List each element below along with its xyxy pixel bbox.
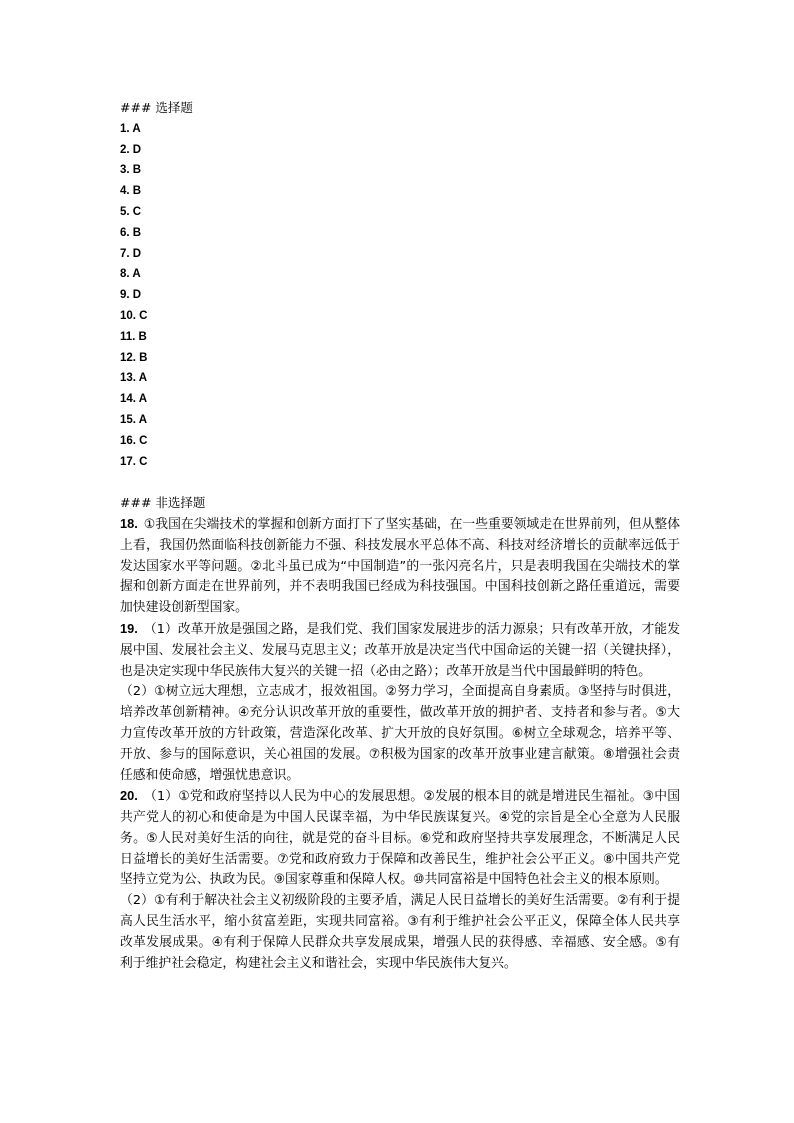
answer-item: 6. B	[120, 226, 142, 239]
question-number: 18.	[120, 515, 138, 531]
question-19-part1	[120, 619, 680, 682]
answer-item: 13. A	[120, 372, 148, 385]
question-number: 20.	[120, 788, 138, 804]
answer-item: 10. C	[120, 309, 148, 322]
answer-item: 3. B	[120, 164, 142, 177]
answer-item: 11. B	[120, 330, 147, 343]
question-20-part2: （2）①有利于解决社会主义初级阶段的主要矛盾，满足人民日益增长的美好生活需要。②有利于提高人民生活水平，缩小贫富差距，实现共同富裕。③有利于维护社会公平正义，保障全体人民共享改革发展成果。④有利于保障人民群众共享发展成果，增强人民的获得感、幸福感、安全感。⑤有利于维护社会稳定，构建社会主义和谐社会，实现中华民族伟大复兴。	[120, 893, 680, 971]
answer-item: 16. C	[120, 434, 148, 447]
answer-item: 2. D	[120, 143, 142, 156]
answer-list	[120, 119, 680, 473]
answer-text: （1）①党和政府坚持以人民为中心的发展思想。②发展的根本目的就是增进民生福祉。③中国共产党人的初心和使命是为中国人民谋幸福，为中华民族谋复兴。④党的宗旨是全心全意为人民服务。⑤人民对美好生活的向往，就是党的奋斗目标。⑥党和政府坚持共享发展理念，不断满足人民日益增长的美好生活需要。⑦党和政府致力于保障和改善民生，维护社会公平正义。⑧中国共产党坚持立党为公、执政为民。⑨国家尊重和保障人权。⑩共同富裕是中国特色社会主义的根本原则。	[120, 789, 680, 888]
answer-item: 17. C	[120, 455, 148, 468]
answer-item: 14. A	[120, 393, 148, 406]
answer-item: 15. A	[120, 413, 148, 426]
question-18-answer	[120, 514, 680, 619]
answer-item: 5. C	[120, 205, 142, 218]
question-20-part1	[120, 786, 680, 891]
document-content	[120, 98, 680, 974]
answer-text: （1）改革开放是强国之路，是我们党、我们国家发展进步的活力源泉；只有改革开放，才能发展中国、发展社会主义、发展马克思主义；改革开放是决定当代中国命运的关键一招（关键抉择），也是决定实现中华民族伟大复兴的关键一招（必由之路）；改革开放是当代中国最鲜明的特色。	[120, 621, 680, 679]
answer-item: 4. B	[120, 185, 142, 198]
answer-item: 12. B	[120, 351, 148, 364]
spacer	[120, 472, 680, 493]
multiple-choice-heading: ### 选择题	[120, 100, 193, 115]
answer-item: 8. A	[120, 268, 141, 281]
question-number: 19.	[120, 620, 138, 636]
answer-item: 1. A	[120, 122, 141, 135]
answer-text: ①我国在尖端技术的掌握和创新方面打下了坚实基础，在一些重要领域走在世界前列，但从整体上看，我国仍然面临科技创新能力不强、科技发展水平总体不高、科技对经济增长的贡献率远低于发达国家水平等问题。②北斗虽已成为“中国制造”的一张闪亮名片，只是表明我国在尖端技术的掌握和创新方面走在世界前列，并不表明我国已经成为科技强国。中国科技创新之路任重道远，需要加快建设创新型国家。	[120, 516, 680, 616]
answer-item: 9. D	[120, 289, 142, 302]
answer-item: 7. D	[120, 247, 142, 260]
non-choice-heading: ### 非选择题	[120, 495, 206, 511]
question-19-part2: （2）①树立远大理想，立志成才，报效祖国。②努力学习，全面提高自身素质。③坚持与时俱进，培养改革创新精神。④充分认识改革开放的重要性，做改革开放的拥护者、支持者和参与者。⑤大力宣传改革开放的方针政策，营造深化改革、扩大开放的良好氛围。⑥树立全球观念，培养平等、开放、参与的国际意识，关心祖国的发展。⑦积极为国家的改革开放事业建言献策。⑧增强社会责任感和使命感，增强忧患意识。	[120, 684, 680, 783]
